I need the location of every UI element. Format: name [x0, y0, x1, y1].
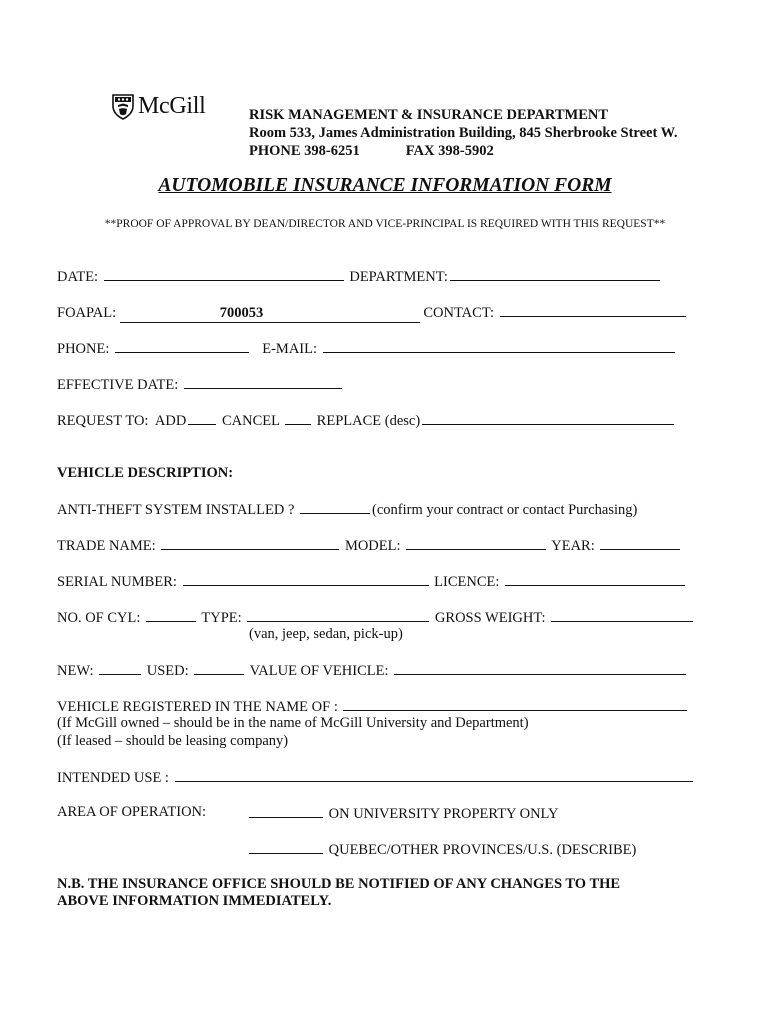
licence-field[interactable]: [505, 572, 685, 586]
row-foapal-contact: [57, 303, 688, 323]
add-label: ADD: [154, 413, 187, 429]
email-field[interactable]: [323, 339, 675, 353]
type-label: TYPE:: [201, 610, 242, 626]
logo-text: McGill: [138, 93, 206, 119]
type-hint: (van, jeep, sedan, pick-up): [249, 626, 403, 642]
mcgill-logo: [112, 93, 206, 120]
effective-date-field[interactable]: [184, 375, 342, 389]
cyl-label: NO. OF CYL:: [57, 610, 141, 626]
row-area-option-2: [249, 840, 636, 859]
new-field[interactable]: [99, 661, 141, 675]
row-registered: [57, 697, 689, 716]
area-option-1-label: ON UNIVERSITY PROPERTY ONLY: [328, 806, 559, 822]
gross-weight-field[interactable]: [551, 608, 693, 622]
value-label: VALUE OF VEHICLE:: [249, 663, 389, 679]
date-field[interactable]: [104, 267, 344, 281]
add-field[interactable]: [188, 411, 216, 425]
cyl-field[interactable]: [146, 608, 196, 622]
nb-notice: [57, 876, 620, 910]
serial-label: SERIAL NUMBER:: [57, 574, 177, 590]
used-field[interactable]: [194, 661, 244, 675]
effective-date-label: EFFECTIVE DATE:: [57, 377, 179, 393]
gross-weight-label: GROSS WEIGHT:: [434, 610, 546, 626]
replace-field[interactable]: [422, 411, 674, 425]
date-label: DATE:: [57, 269, 99, 285]
cancel-label: CANCEL: [221, 413, 280, 429]
cancel-field[interactable]: [285, 411, 311, 425]
row-antitheft: [57, 500, 637, 519]
year-label: YEAR:: [551, 538, 595, 554]
request-label: REQUEST TO:: [57, 413, 149, 429]
department-field[interactable]: [450, 267, 660, 281]
area-label: AREA OF OPERATION:: [57, 804, 207, 820]
nb-line-2: ABOVE INFORMATION IMMEDIATELY.: [57, 893, 332, 909]
antitheft-field[interactable]: [300, 500, 370, 514]
registered-label: VEHICLE REGISTERED IN THE NAME OF :: [57, 699, 338, 715]
department-label: DEPARTMENT:: [349, 269, 448, 285]
foapal-value: 700053: [219, 305, 264, 321]
dept-phone: PHONE 398-6251: [249, 143, 360, 159]
proof-note: **PROOF OF APPROVAL BY DEAN/DIRECTOR AND VICE-PRINCIPAL IS REQUIRED WITH THIS REQUEST**: [104, 218, 666, 230]
dept-header: [249, 106, 677, 160]
antitheft-label: ANTI-THEFT SYSTEM INSTALLED ?: [57, 502, 295, 518]
row-area-option-1: [249, 804, 558, 823]
contact-label: CONTACT:: [423, 305, 494, 321]
dept-name: RISK MANAGEMENT & INSURANCE DEPARTMENT: [249, 107, 609, 123]
dept-fax: FAX 398-5902: [405, 143, 494, 159]
model-field[interactable]: [406, 536, 546, 550]
serial-field[interactable]: [183, 572, 429, 586]
registered-note-2: (If leased – should be leasing company): [57, 733, 289, 749]
area-option-1-field[interactable]: [249, 804, 323, 818]
phone-label: PHONE:: [57, 341, 110, 357]
new-label: NEW:: [57, 663, 94, 679]
dept-address: Room 533, James Administration Building, 845 Sherbrooke Street W.: [249, 125, 678, 141]
model-label: MODEL:: [344, 538, 401, 554]
used-label: USED:: [146, 663, 189, 679]
crest-icon: [112, 94, 134, 120]
type-field[interactable]: [247, 608, 429, 622]
trade-name-label: TRADE NAME:: [57, 538, 156, 554]
form-title: AUTOMOBILE INSURANCE INFORMATION FORM: [158, 175, 612, 196]
row-serial-licence: [57, 572, 687, 591]
row-request: [57, 411, 676, 430]
year-field[interactable]: [600, 536, 680, 550]
licence-label: LICENCE:: [434, 574, 500, 590]
replace-label: REPLACE (desc): [316, 413, 421, 429]
row-phone-email: [57, 339, 677, 358]
area-option-2-field[interactable]: [249, 840, 323, 854]
row-intended-use: [57, 768, 695, 787]
foapal-label: FOAPAL:: [57, 305, 117, 321]
nb-line-1: N.B. THE INSURANCE OFFICE SHOULD BE NOTIFIED OF ANY CHANGES TO THE: [57, 876, 621, 892]
value-field[interactable]: [394, 661, 686, 675]
row-new-used-value: [57, 661, 688, 680]
row-trade-model-year: [57, 536, 682, 555]
row-date-department: [57, 267, 662, 286]
intended-use-label: INTENDED USE :: [57, 770, 169, 786]
vehicle-heading: VEHICLE DESCRIPTION:: [57, 465, 234, 481]
registered-note-1: (If McGill owned – should be in the name of McGill University and Department): [57, 715, 529, 731]
phone-field[interactable]: [115, 339, 249, 353]
trade-name-field[interactable]: [161, 536, 339, 550]
row-cyl-type-weight: [57, 608, 695, 627]
email-label: E-MAIL:: [262, 341, 318, 357]
row-effective-date: [57, 375, 344, 394]
intended-use-field[interactable]: [175, 768, 693, 782]
antitheft-note: (confirm your contract or contact Purchasing): [372, 502, 638, 518]
dept-contact-line: [249, 142, 677, 160]
area-option-2-label: QUEBEC/OTHER PROVINCES/U.S. (DESCRIBE): [328, 842, 637, 858]
contact-field[interactable]: [500, 303, 686, 317]
foapal-field[interactable]: [120, 305, 420, 323]
registered-field[interactable]: [343, 697, 687, 711]
